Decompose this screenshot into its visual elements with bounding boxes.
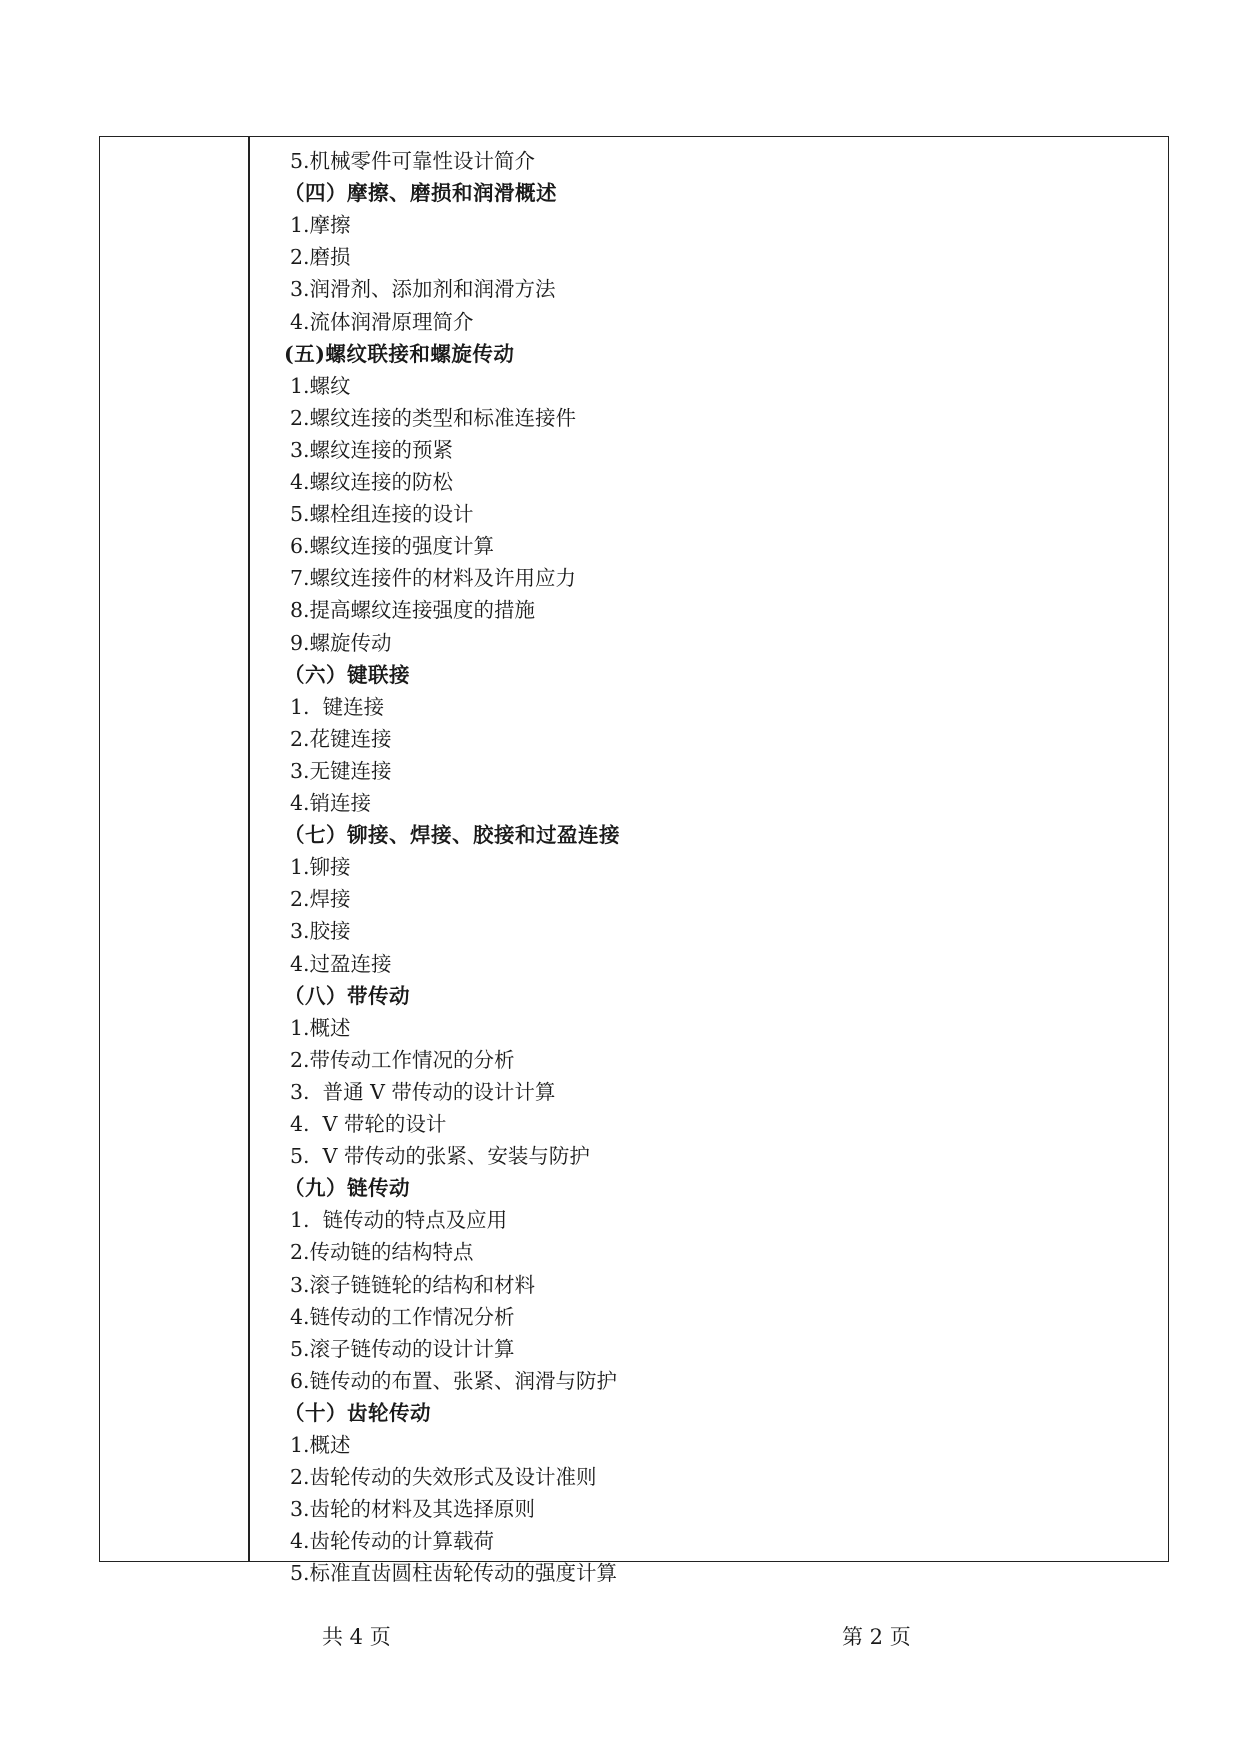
list-item: 6.螺纹连接的强度计算 [290,534,495,559]
list-item: 3.滚子链链轮的结构和材料 [290,1272,536,1297]
list-item: 3.齿轮的材料及其选择原则 [290,1497,536,1522]
list-item: 2.磨损 [290,245,351,270]
list-item: 4.齿轮传动的计算载荷 [290,1529,495,1554]
list-item: 1. 链传动的特点及应用 [290,1208,508,1233]
list-item: 1.铆接 [290,855,351,880]
list-item: 1.概述 [290,1015,351,1040]
list-item: 5. V 带传动的张紧、安装与防护 [290,1144,590,1169]
syllabus-table [99,136,1169,1586]
list-item: 4.螺纹连接的防松 [290,470,454,494]
list-item: 4.流体润滑原理简介 [290,309,474,334]
list-item: 2.传动链的结构特点 [290,1240,474,1265]
list-item: 5.滚子链传动的设计计算 [290,1336,515,1361]
list-item: 8.提高螺纹连接强度的措施 [290,598,536,623]
list-item: 3.螺纹连接的预紧 [290,437,454,462]
list-item: 1.螺纹 [290,373,351,398]
list-item: 5.标准直齿圆柱齿轮传动的强度计算 [290,1561,618,1586]
list-item: 3.润滑剂、添加剂和润滑方法 [290,277,556,302]
list-item: 2.螺纹连接的类型和标准连接件 [290,405,577,430]
list-item: 2.焊接 [290,887,351,912]
section-heading: (五)螺纹联接和螺旋传动 [284,341,515,366]
list-item: 4.链传动的工作情况分析 [290,1304,515,1329]
section-heading: （八）带传动 [284,983,410,1008]
list-item: 4.销连接 [290,791,372,815]
section-heading: （六）键联接 [284,662,410,687]
list-item: 5.螺栓组连接的设计 [290,502,474,527]
list-item: 6.链传动的布置、张紧、润滑与防护 [290,1368,618,1393]
list-item: 3.无键连接 [290,758,392,783]
section-heading: （四）摩擦、磨损和润滑概述 [284,181,557,206]
list-item: 4. V 带轮的设计 [290,1112,447,1136]
list-item: 5.机械零件可靠性设计简介 [290,149,536,173]
column-divider [248,137,250,1561]
section-heading: （九）链传动 [284,1176,410,1201]
list-item: 1.概述 [290,1433,351,1457]
footer-current-page: 第 2 页 [842,1625,911,1649]
list-item: 1. 键连接 [290,694,385,719]
list-item: 9.螺旋传动 [290,630,392,655]
list-item: 3.胶接 [290,919,351,944]
list-item: 4.过盈连接 [290,951,392,976]
list-item: 2.带传动工作情况的分析 [290,1047,515,1072]
footer-total-pages: 共 4 页 [322,1625,391,1649]
list-item: 3. 普通 V 带传动的设计计算 [290,1079,556,1104]
section-heading: （七）铆接、焊接、胶接和过盈连接 [284,823,620,848]
list-item: 2.齿轮传动的失效形式及设计准则 [290,1465,597,1490]
list-item: 1.摩擦 [290,213,351,238]
list-item: 7.螺纹连接件的材料及许用应力 [290,566,577,591]
list-item: 2.花键连接 [290,726,392,751]
section-heading: （十）齿轮传动 [284,1400,431,1425]
